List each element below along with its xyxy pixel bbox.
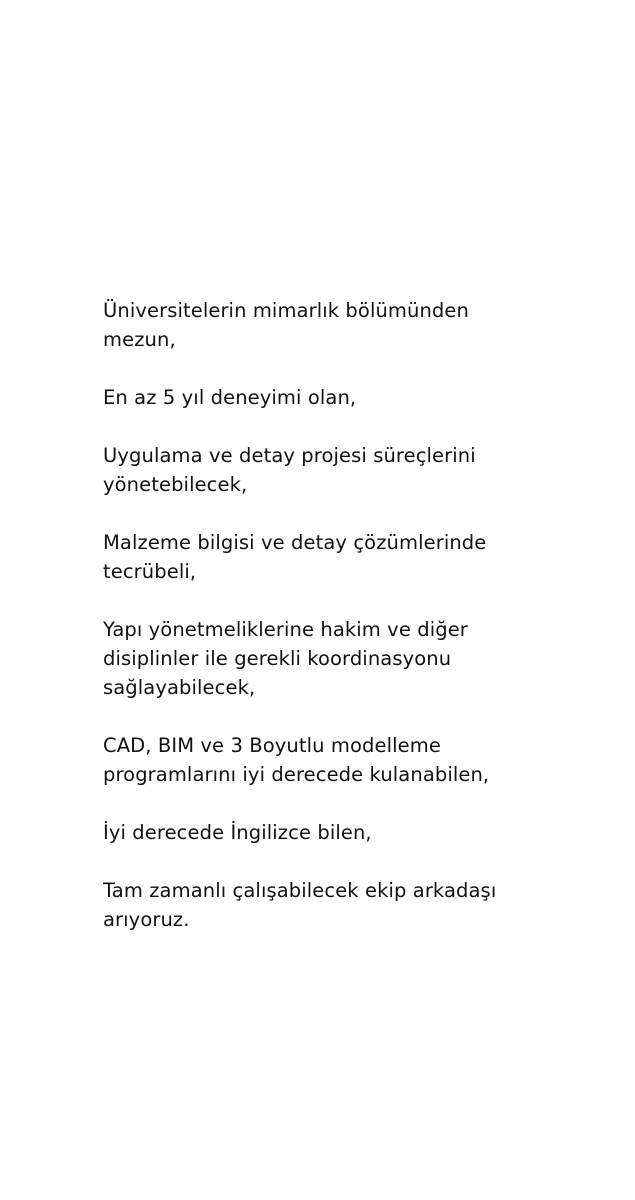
requirement-paragraph: İyi derecede İngilizce bilen, [103,821,372,844]
requirement-paragraph: Tam zamanlı çalışabilecek ekip arkadaşı arıyoruz. [103,879,497,931]
requirement-paragraph: En az 5 yıl deneyimi olan, [103,386,357,409]
requirement-paragraph: Yapı yönetmeliklerine hakim ve diğer disiplinler ile gerekli koordinasyonu sağlayabilecek, [103,618,468,699]
requirement-paragraph: CAD, BIM ve 3 Boyutlu modelleme programlarını iyi derecede kulanabilen, [103,734,490,786]
requirements-text [103,296,523,934]
requirement-paragraph: Malzeme bilgisi ve detay çözümlerinde tecrübeli, [103,531,487,583]
requirement-paragraph: Üniversitelerin mimarlık bölümünden mezun, [103,299,469,351]
requirement-paragraph: Uygulama ve detay projesi süreçlerini yönetebilecek, [103,444,476,496]
